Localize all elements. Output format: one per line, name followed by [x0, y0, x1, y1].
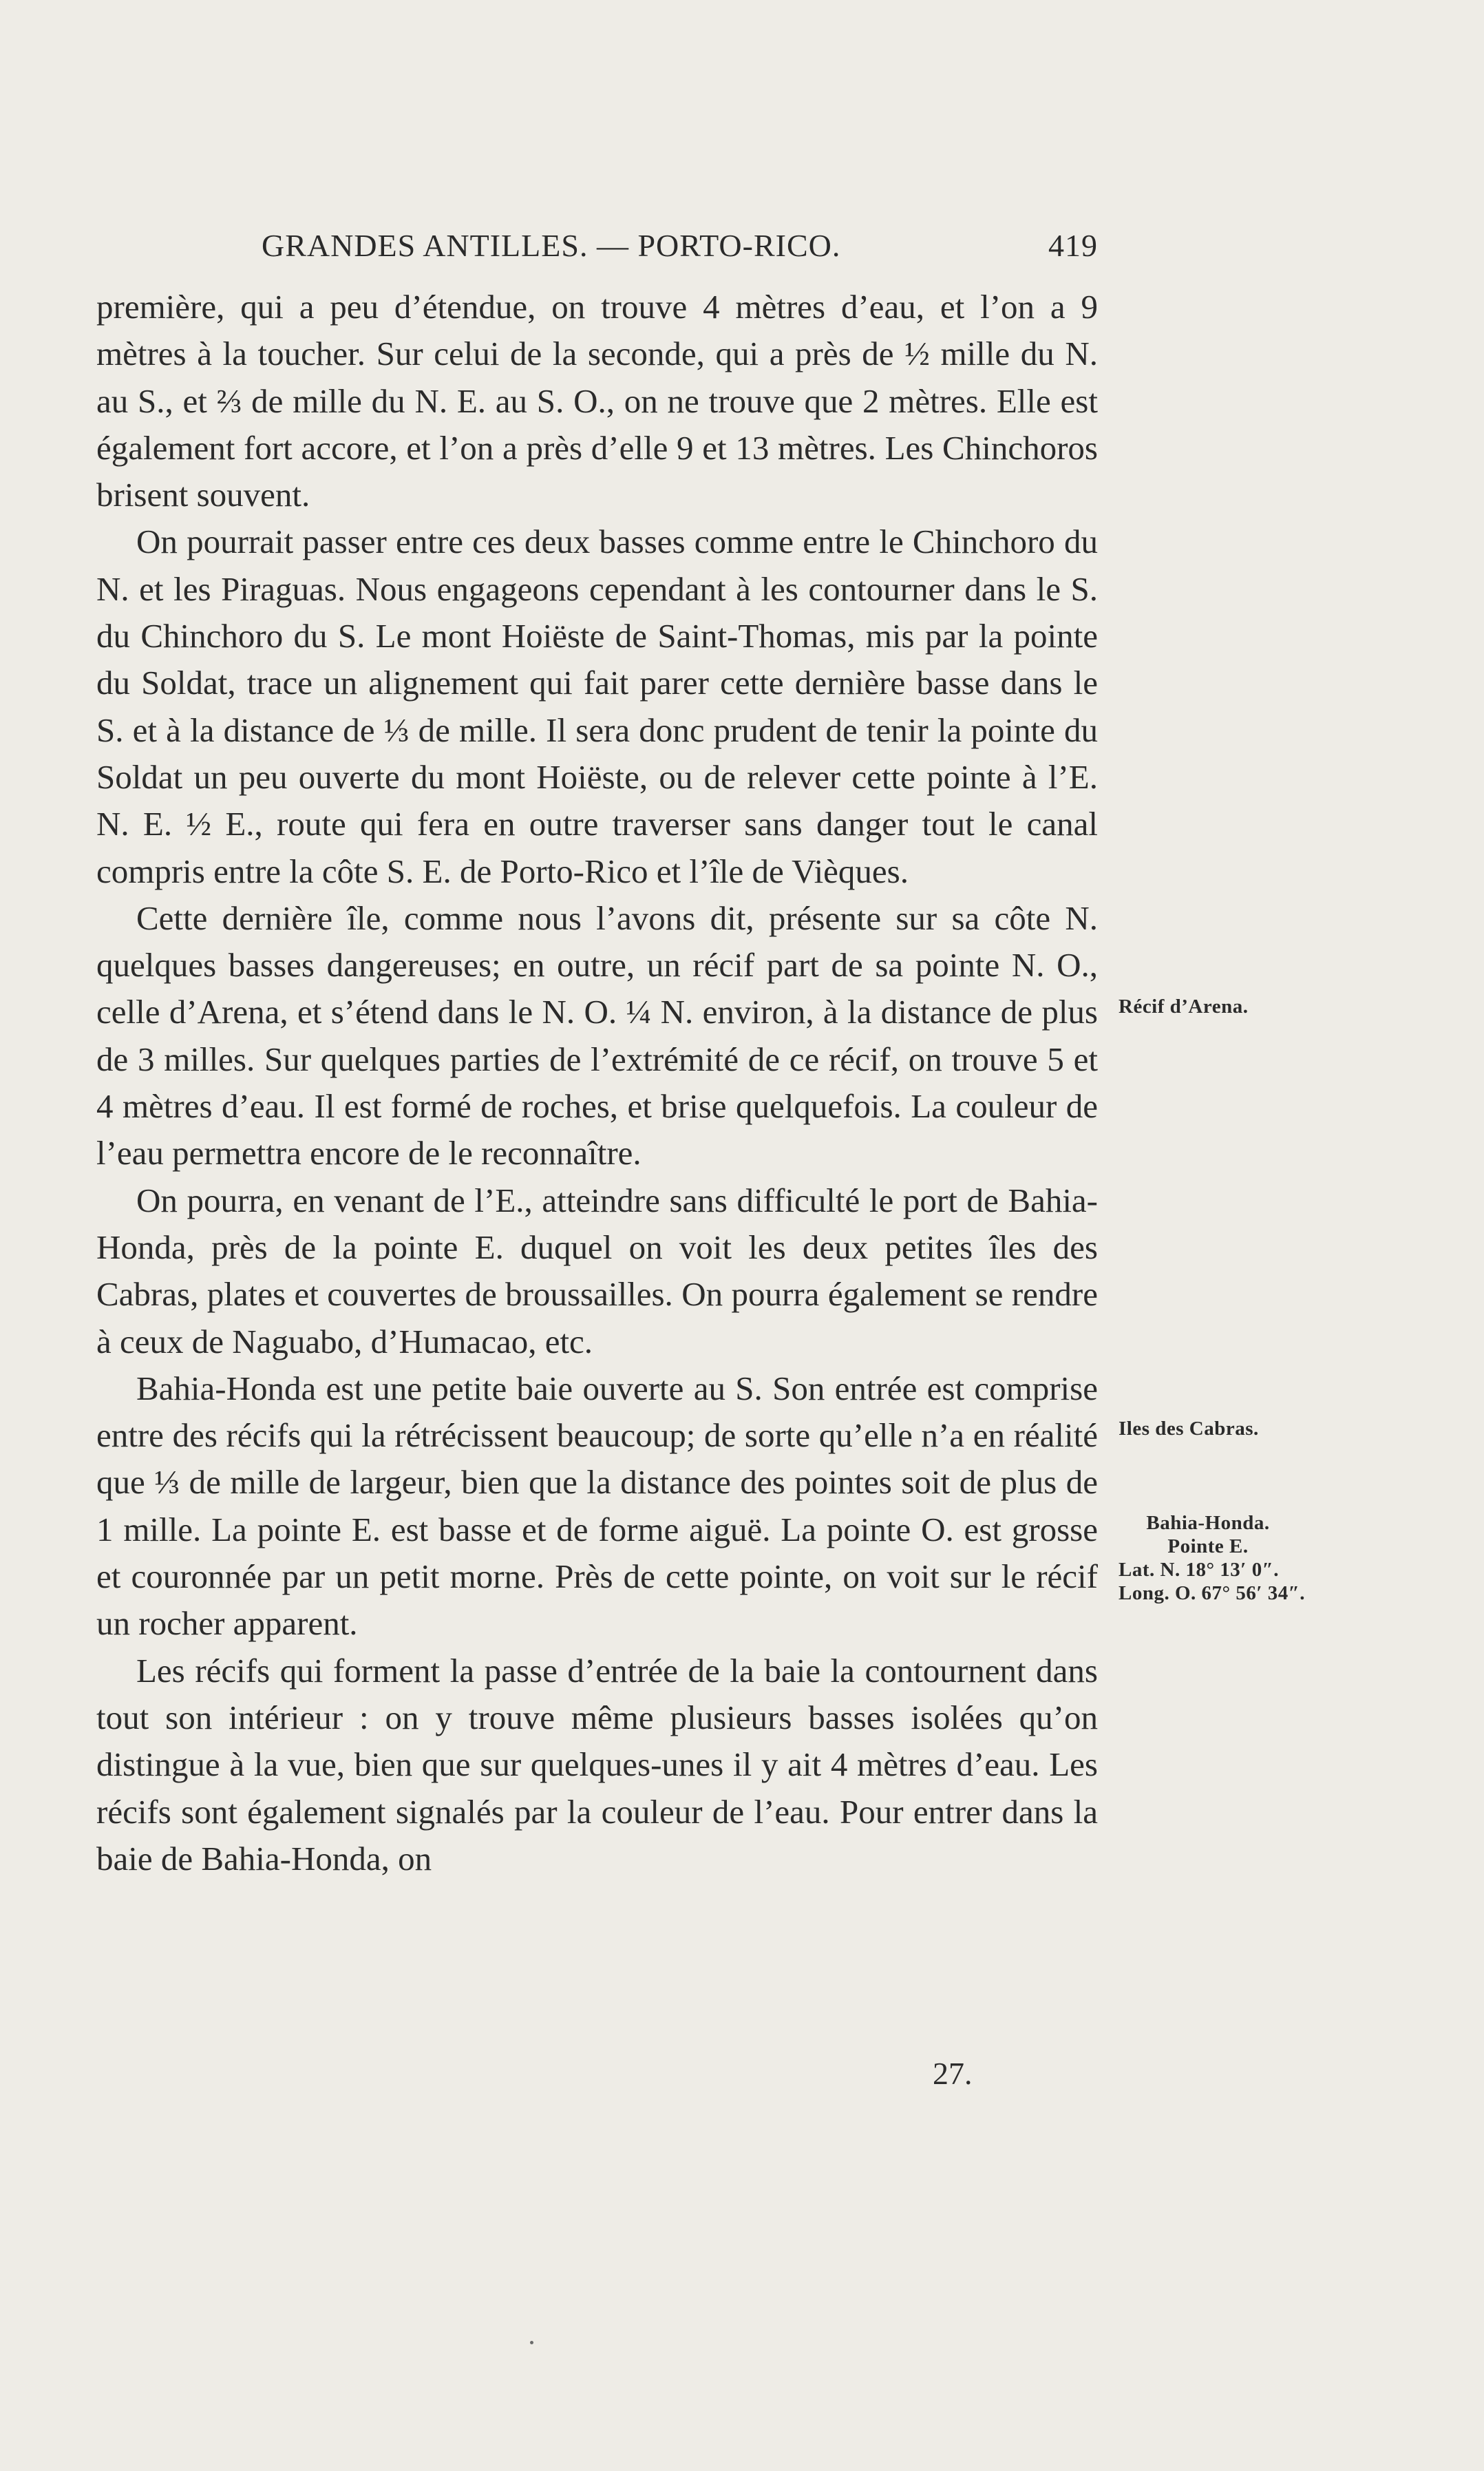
running-title: GRANDES ANTILLES. — PORTO-RICO.: [262, 228, 841, 263]
paragraph: Cette dernière île, comme nous l’avons dit, présente sur sa côte N. quelques basses dangereuses; en outre, un récif part de sa pointe N. O., celle d’Arena, et s’étend dans le N. O. ¼ N. environ, à la distance de plus de 3 milles. Sur quelques parties de l’extrémité de ce récif, on trouve 5 et 4 mètres d’eau. Il est formé de roches, et brise quelquefois. La couleur de l’eau permettra encore de le reconnaître.: [96, 898, 1098, 1173]
margin-note-title: Bahia-Honda.: [1146, 1512, 1270, 1534]
paper-speck: [530, 2341, 533, 2344]
body-text: [96, 284, 1098, 1882]
margin-note-longitude: Long. O. 67° 56′ 34″.: [1119, 1582, 1306, 1604]
margin-note-latitude: Lat. N. 18° 13′ 0″.: [1119, 1559, 1279, 1581]
paragraph: On pourrait passer entre ces deux basses comme entre le Chinchoro du N. et les Piraguas. Nous engageons cependant à les contourner dans le S. du Chinchoro du S. Le mont Hoiëste de Saint-Thomas, mis par la pointe du Soldat, trace un alignement qui fait parer cette dernière basse dans le S. et à la distance de ⅓ de mille. Il sera donc prudent de tenir la pointe du Soldat un peu ouverte du mont Hoiëste, ou de relever cette pointe à l’E. N. E. ½ E., route qui fera en outre traverser sans danger tout le canal compris entre la côte S. E. de Porto-Rico et l’île de Vièques.: [96, 523, 1098, 890]
paragraph: Les récifs qui forment la passe d’entrée de la baie la contournent dans tout son intérieur : on y trouve même plusieurs basses isolées qu’on distingue à la vue, bien que sur quelques-unes il y ait 4 mètres d’eau. Les récifs sont également signalés par la couleur de l’eau. Pour entrer dans la baie de Bahia-Honda, on: [96, 1651, 1098, 1878]
margin-note-pointe: Pointe E.: [1167, 1535, 1249, 1557]
margin-note-recif-arena: Récif d’Arena.: [1119, 996, 1249, 1018]
margin-note-bahia-honda: [1119, 1511, 1353, 1605]
signature-mark: 27.: [933, 2056, 973, 2091]
page-number: 419: [1048, 228, 1098, 263]
paragraph: On pourra, en venant de l’E., atteindre sans difficulté le port de Bahia-Honda, près de la pointe E. duquel on voit les deux petites îles des Cabras, plates et couvertes de broussailles. On pourra également se rendre à ceux de Naguabo, d’Humacao, etc.: [96, 1181, 1098, 1360]
paragraph: Bahia-Honda est une petite baie ouverte au S. Son entrée est comprise entre des récifs qui la rétrécissent beaucoup; de sorte qu’elle n’a en réalité que ⅓ de mille de largeur, bien que la distance des pointes soit de plus de 1 mille. La pointe E. est basse et de forme aiguë. La pointe O. est grosse et couronnée par un petit morne. Près de cette pointe, on voit sur le récif un rocher apparent.: [96, 1369, 1098, 1643]
page-header: [262, 227, 1098, 275]
margin-note-iles-cabras: Iles des Cabras.: [1119, 1418, 1259, 1440]
paragraph: première, qui a peu d’étendue, on trouve 4 mètres d’eau, et l’on a 9 mètres à la toucher. Sur celui de la seconde, qui a près de ½ mille du N. au S., et ⅔ de mille du N. E. au S. O., on ne trouve que 2 mètres. Elle est également fort accore, et l’on a près d’elle 9 et 13 mètres. Les Chinchoros brisent souvent.: [96, 288, 1098, 514]
